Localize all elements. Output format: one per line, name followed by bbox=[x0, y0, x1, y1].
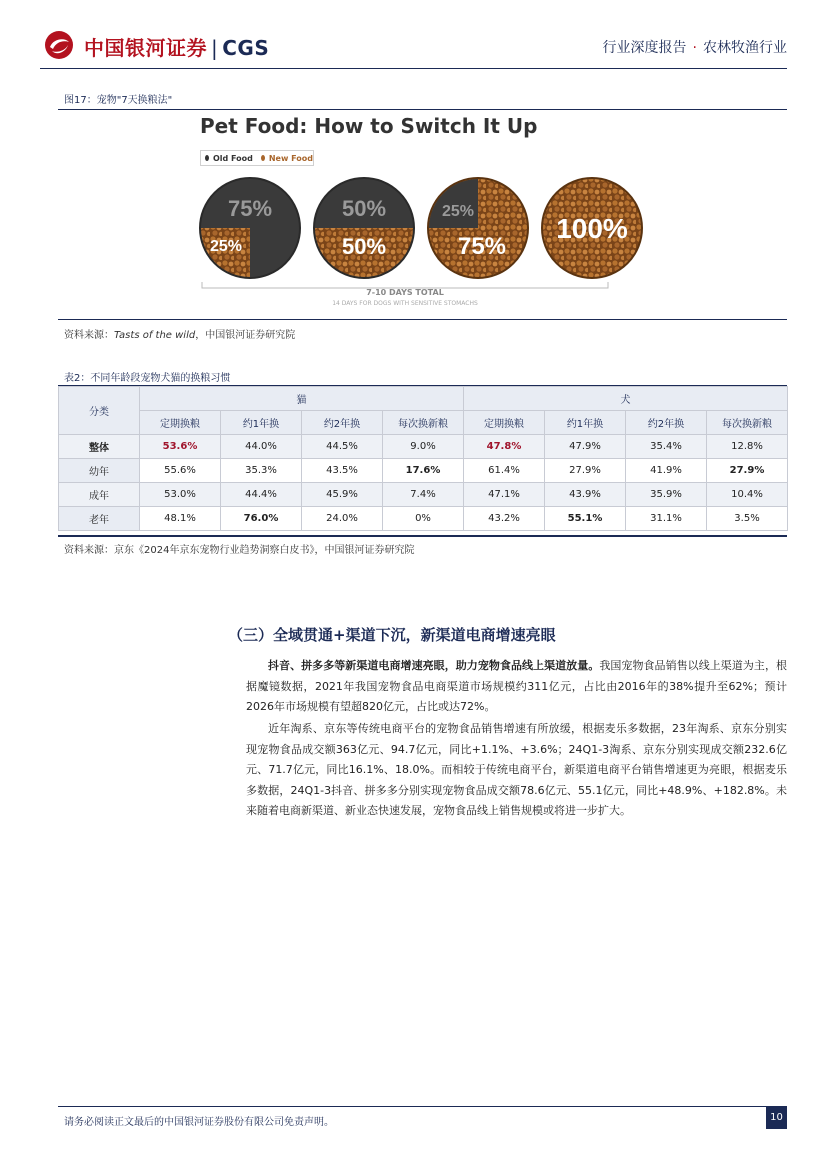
legend-old-label: Old Food bbox=[212, 153, 253, 163]
paragraph-1 bbox=[246, 656, 787, 718]
bowl-4 bbox=[540, 176, 644, 280]
footer-disclaimer: 请务必阅读正文最后的中国银河证券股份有限公司免责声明。 bbox=[64, 1117, 334, 1128]
figure-title: Pet Food: How to Switch It Up bbox=[200, 114, 538, 138]
table-col-header: 约1年换 bbox=[221, 411, 302, 435]
report-type: 行业深度报告 bbox=[602, 40, 687, 56]
table-col-header: 约1年换 bbox=[545, 411, 626, 435]
brand-logo: 中国银河证券 | CGS bbox=[84, 36, 270, 60]
bowl-2 bbox=[312, 176, 416, 280]
paragraph-1-lead: 抖音、拼多多等新渠道电商增速亮眼，助力宠物食品线上渠道放量。 bbox=[268, 659, 600, 672]
table-col-header: 定期换粮 bbox=[464, 411, 545, 435]
table-cell: 47.1% bbox=[464, 483, 545, 507]
days-total: 7-10 DAYS TOTAL bbox=[366, 288, 444, 297]
industry-name: 农林牧渔行业 bbox=[703, 40, 787, 56]
table-cell: 3.5% bbox=[707, 507, 788, 531]
table-cell: 43.9% bbox=[545, 483, 626, 507]
table-cell: 7.4% bbox=[383, 483, 464, 507]
table-group-dog: 犬 bbox=[464, 387, 788, 411]
bowl-1-old-label: 75% bbox=[227, 196, 273, 221]
table-row bbox=[59, 507, 788, 531]
old-food-swatch bbox=[205, 155, 209, 161]
figure-bottom-rule bbox=[58, 319, 787, 320]
habit-table bbox=[58, 386, 788, 531]
table-cell: 48.1% bbox=[140, 507, 221, 531]
row-label: 老年 bbox=[59, 507, 140, 531]
table-cell: 24.0% bbox=[302, 507, 383, 531]
page-number: 10 bbox=[766, 1107, 787, 1129]
table-cell: 12.8% bbox=[707, 435, 788, 459]
table-cell: 10.4% bbox=[707, 483, 788, 507]
table-cell: 41.9% bbox=[626, 459, 707, 483]
bowl-1 bbox=[198, 176, 302, 280]
figure-legend bbox=[200, 150, 314, 166]
table-cell: 44.5% bbox=[302, 435, 383, 459]
report-header bbox=[603, 37, 787, 57]
brand-cn: 中国银河证券 bbox=[84, 36, 207, 60]
days-sub: 14 DAYS FOR DOGS WITH SENSITIVE STOMACHS bbox=[332, 300, 478, 307]
footer-divider bbox=[58, 1106, 787, 1107]
table-cell: 43.5% bbox=[302, 459, 383, 483]
bowl-4-new-label: 100% bbox=[556, 213, 628, 244]
table-cell: 0% bbox=[383, 507, 464, 531]
section-title: （三）全域贯通+渠道下沉，新渠道电商增速亮眼 bbox=[228, 626, 556, 644]
header-divider bbox=[40, 68, 787, 69]
table-cell: 53.6% bbox=[140, 435, 221, 459]
table-bottom-rule bbox=[58, 535, 787, 537]
table-group-cat: 猫 bbox=[140, 387, 464, 411]
table-header-category: 分类 bbox=[59, 387, 140, 435]
row-label: 整体 bbox=[59, 435, 140, 459]
row-label: 成年 bbox=[59, 483, 140, 507]
bowl-1-new-label: 25% bbox=[209, 238, 243, 255]
new-food-swatch bbox=[261, 155, 265, 161]
table-source: 资料来源：京东《2024年京东宠物行业趋势洞察白皮书》，中国银河证券研究院 bbox=[64, 545, 415, 556]
bowl-3 bbox=[426, 176, 530, 280]
source-prefix: 资料来源： bbox=[64, 330, 114, 341]
table-row bbox=[59, 435, 788, 459]
table-cell: 45.9% bbox=[302, 483, 383, 507]
table-cell: 31.1% bbox=[626, 507, 707, 531]
table-cell: 27.9% bbox=[707, 459, 788, 483]
table-cell: 61.4% bbox=[464, 459, 545, 483]
table-cell: 44.4% bbox=[221, 483, 302, 507]
cgs-logo-icon bbox=[44, 30, 74, 60]
row-label: 幼年 bbox=[59, 459, 140, 483]
table-caption: 表2：不同年龄段宠物犬猫的换粮习惯 bbox=[64, 373, 231, 384]
table-cell: 27.9% bbox=[545, 459, 626, 483]
table-row bbox=[59, 459, 788, 483]
table-col-header: 每次换新粮 bbox=[383, 411, 464, 435]
table-cell: 53.0% bbox=[140, 483, 221, 507]
table-col-header: 约2年换 bbox=[302, 411, 383, 435]
table-row bbox=[59, 483, 788, 507]
header-separator: · bbox=[692, 40, 697, 56]
bowl-2-new-label: 50% bbox=[341, 234, 387, 259]
legend-new-label: New Food bbox=[268, 153, 313, 163]
table-cell: 55.6% bbox=[140, 459, 221, 483]
table-cell: 44.0% bbox=[221, 435, 302, 459]
table-cell: 43.2% bbox=[464, 507, 545, 531]
table-cell: 76.0% bbox=[221, 507, 302, 531]
bowl-3-new-label: 75% bbox=[457, 233, 507, 260]
figure-caption: 图17：宠物"7天换粮法" bbox=[64, 95, 173, 106]
table-col-header: 约2年换 bbox=[626, 411, 707, 435]
table-cell: 35.9% bbox=[626, 483, 707, 507]
source-suffix: ，中国银河证券研究院 bbox=[195, 330, 296, 341]
table-cell: 55.1% bbox=[545, 507, 626, 531]
brand-en: CGS bbox=[222, 36, 270, 60]
table-cell: 17.6% bbox=[383, 459, 464, 483]
paragraph-1-body: 我国宠物食品销售以线上渠道为主，根据魔镜数据，2021年我国宠物食品电商渠道市场规模约311亿元，占比由2016年的38%提升至62%；预计2026年市场规模有望超820亿元，占比或达72%。 bbox=[246, 659, 788, 713]
table-col-header: 每次换新粮 bbox=[707, 411, 788, 435]
bowl-2-old-label: 50% bbox=[341, 196, 387, 221]
table-cell: 47.9% bbox=[545, 435, 626, 459]
source-italic: Tasts of the wild bbox=[114, 330, 196, 341]
figure-top-rule bbox=[58, 109, 787, 110]
paragraph-2: 近年淘系、京东等传统电商平台的宠物食品销售增速有所放缓，根据麦乐多数据，23年淘系、京东分别实现宠物食品成交额363亿元、94.7亿元，同比+1.1%、+3.6%；24Q1-3淘系、京东分别实现成交额232.6亿元、71.7亿元，同比16.1%、18.0%。而相较于传统电商平台，新渠道电商平台销售增速更为亮眼，根据麦乐多数据，24Q1-3抖音、拼多多分别实现宠物食品成交额78.6亿元、55.1亿元，同比+48.9%、+182.8%。未来随着电商新渠道、新业态快速发展，宠物食品线上销售规模或将进一步扩大。 bbox=[246, 722, 787, 817]
table-cell: 47.8% bbox=[464, 435, 545, 459]
table-col-header: 定期换粮 bbox=[140, 411, 221, 435]
bowl-3-old-label: 25% bbox=[441, 203, 475, 220]
table-cell: 9.0% bbox=[383, 435, 464, 459]
figure-source bbox=[64, 326, 295, 341]
table-cell: 35.3% bbox=[221, 459, 302, 483]
table-cell: 35.4% bbox=[626, 435, 707, 459]
